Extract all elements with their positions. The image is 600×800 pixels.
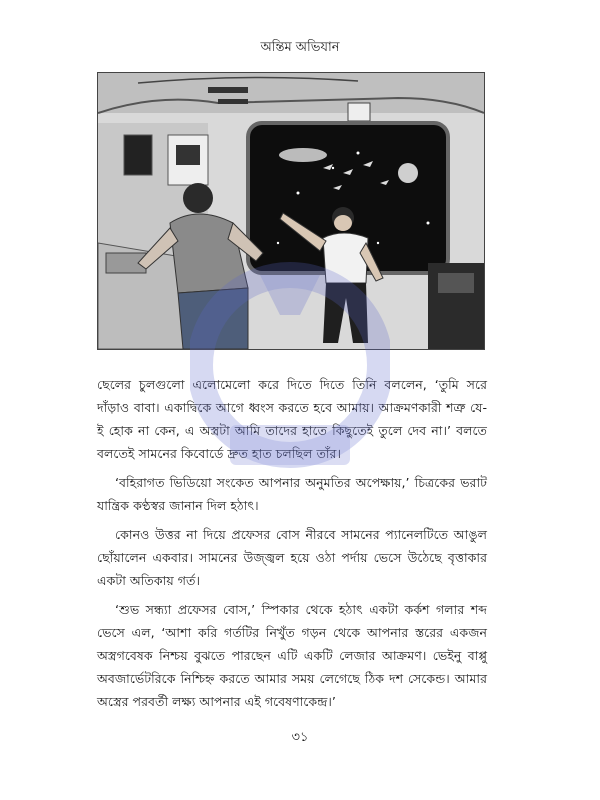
- page-number: ৩১: [291, 730, 309, 745]
- paragraph: ‘শুভ সন্ধ্যা প্রফেসর বোস,’ স্পিকার থেকে হঠাৎ একটা কর্কশ গলার শব্দ ভেসে এল, ‘আশা করি গর্তটির নিখুঁত গড়ন থেকে আপনার স্তরের একজন অস্ত্রগবেষক নিশ্চয় বুঝতে পারছেন এটি একটি লেজার আক্রমণ। ভেইনু বাপ্পু অবজার্ভেটরিকে নিশ্চিহ্ন করতে আমার সময় লেগেছে ঠিক দশ সেকেন্ড। আমার অস্ত্রের পরবর্তী লক্ষ্য আপনার এই গবেষণাকেন্দ্র।’: [97, 602, 487, 709]
- running-head: অন্তিম অভিযান: [260, 40, 340, 55]
- spaceship-control-room-illustration: [98, 73, 484, 349]
- paragraph: ‘বহিরাগত ভিডিয়ো সংকেত আপনার অনুমতির অপেক্ষায়,’ চিত্রকের ভরাট যান্ত্রিক কণ্ঠস্বর জানান দিল হঠাৎ।: [97, 475, 487, 513]
- story-body: [97, 373, 487, 719]
- paragraph: কোনও উত্তর না দিয়ে প্রফেসর বোস নীরবে সামনের প্যানেলটিতে আঙুল ছোঁয়ালেন একবার। সামনের উজ্জ্বল হয়ে ওঠা পর্দায় ভেসে উঠেছে বৃত্তাকার একটা অতিকায় গর্ত।: [97, 527, 487, 588]
- paragraph: ছেলের চুলগুলো এলোমেলো করে দিতে দিতে তিনি বললেন, ‘তুমি সরে দাঁড়াও বাবা। একাদ্বিকে আগে ধ্বংস করতে হবে আমায়। আক্রমণকারী শত্রু যে-ই হোক না কেন, এ অস্ত্রটা আমি তাদের হাতে কিছুতেই তুলে দেব না।’ বলতে বলতেই সামনের কিবোর্ডে দ্রুত হাত চলছিল তাঁর।: [97, 377, 487, 461]
- story-illustration: [97, 72, 485, 350]
